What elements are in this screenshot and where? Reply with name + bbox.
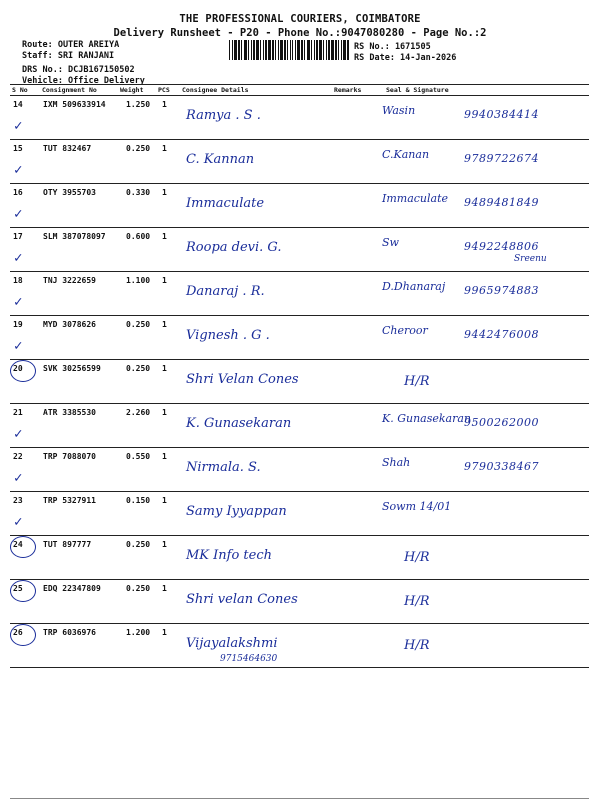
table-row [10,360,589,404]
cell-sno [10,448,40,492]
col-consignee: Consignee Details [180,85,332,96]
cell-consignee [180,96,332,140]
signature-text: Sowm 14/01 [382,500,452,513]
cell-consignment: TNJ 3222659 [40,272,118,316]
signature-phone: 9500262000 [464,416,539,429]
signature-text: Sw [382,236,399,249]
tick-mark: ✓ [14,118,23,134]
cell-sno [10,228,40,272]
cell-remarks [332,96,374,140]
signature-text: H/R [404,594,430,609]
circle-mark [10,360,36,382]
sno-value: 26 [13,628,23,637]
cell-consignment: TUT 832467 [40,140,118,184]
signature-text: C.Kanan [382,148,430,161]
drs-label: DRS No.: DCJB167150502 [22,65,135,75]
cell-consignment: SVK 30256599 [40,360,118,404]
consignee-name: Immaculate [186,196,265,211]
signature-text: H/R [404,550,430,565]
barcode-image [229,40,349,60]
table-row [10,492,589,536]
table-row [10,272,589,316]
runsheet-subtitle: Delivery Runsheet - P20 - Phone No.:9047080280 - Page No.:2 [113,27,487,39]
signature-phone: 9492248806 [464,240,539,253]
col-remarks: Remarks [332,85,374,96]
cell-consignee [180,536,332,580]
consignee-name: Vignesh . G . [186,328,270,343]
cell-consignee [180,580,332,624]
tick-mark: ✓ [14,338,23,354]
table-row [10,140,589,184]
cell-sno [10,272,40,316]
table-row [10,448,589,492]
cell-sno [10,580,40,624]
consignee-name: C. Kannan [186,152,255,167]
cell-consignee [180,140,332,184]
cell-signature [374,96,589,140]
consignee-name: MK Info tech [186,548,273,563]
cell-weight: 0.250 [118,580,156,624]
table-header-row [10,85,589,96]
rs-number: RS No.: 1671505 [354,42,431,52]
cell-remarks [332,404,374,448]
cell-weight: 0.250 [118,316,156,360]
sno-value: 21 [13,408,23,417]
cell-consignment: ATR 3385530 [40,404,118,448]
tick-mark: ✓ [14,294,23,310]
cell-remarks [332,360,374,404]
table-row [10,228,589,272]
cell-consignee [180,360,332,404]
cell-remarks [332,624,374,668]
cell-weight: 2.260 [118,404,156,448]
cell-consignment: OTY 3955703 [40,184,118,228]
col-seal: Seal & Signature [374,85,589,96]
table-row [10,316,589,360]
cell-consignment: TRP 7088070 [40,448,118,492]
signature-text: H/R [404,374,430,389]
signature-text: K. Gunasekaran [382,412,472,425]
cell-consignee [180,404,332,448]
company-title: THE PROFESSIONAL COURIERS, COIMBATORE [179,13,421,25]
signature-text: D.Dhanaraj [382,280,446,293]
cell-consignment: IXM 509633914 [40,96,118,140]
cell-remarks [332,316,374,360]
cell-signature [374,404,589,448]
runsheet-table [10,84,589,668]
signature-phone: 9442476008 [464,328,539,341]
cell-weight: 1.200 [118,624,156,668]
col-pcs: PCS [156,85,180,96]
sno-value: 19 [13,320,23,329]
table-row [10,580,589,624]
cell-sno [10,624,40,668]
table-row [10,624,589,668]
cell-weight: 1.100 [118,272,156,316]
cell-signature [374,316,589,360]
cell-pcs: 1 [156,316,180,360]
cell-sno [10,536,40,580]
consignee-name: Roopa devi. G. [186,240,282,255]
sno-value: 20 [13,364,23,373]
cell-remarks [332,140,374,184]
sno-value: 25 [13,584,23,593]
consignee-name: Danaraj . R. [186,284,265,299]
cell-pcs: 1 [156,448,180,492]
circle-mark [10,580,36,602]
signature-text: Cheroor [382,324,428,337]
cell-signature [374,448,589,492]
sno-value: 16 [13,188,23,197]
signature-phone: 9965974883 [464,284,539,297]
cell-pcs: 1 [156,96,180,140]
cell-consignment: MYD 3078626 [40,316,118,360]
cell-weight: 0.600 [118,228,156,272]
signature-text: Immaculate [382,192,449,205]
table-row [10,184,589,228]
cell-consignment: TUT 897777 [40,536,118,580]
route-meta [22,40,145,87]
cell-sno [10,184,40,228]
cell-weight: 0.250 [118,140,156,184]
tick-mark: ✓ [14,426,23,442]
signature-phone: 9940384414 [464,108,539,121]
cell-remarks [332,184,374,228]
signature-text: Shah [382,456,411,469]
cell-pcs: 1 [156,140,180,184]
cell-signature [374,184,589,228]
sno-value: 14 [13,100,23,109]
rs-date: RS Date: 14-Jan-2026 [354,53,457,63]
cell-remarks [332,580,374,624]
cell-pcs: 1 [156,492,180,536]
cell-weight: 0.550 [118,448,156,492]
col-sno: S No [10,85,40,96]
col-consignment: Consignment No [40,85,118,96]
cell-sno [10,404,40,448]
cell-sno [10,140,40,184]
cell-signature [374,228,589,272]
cell-consignee [180,228,332,272]
signature-phone: 9489481849 [464,196,539,209]
consignee-name: Shri velan Cones [186,592,298,607]
vehicle-label: Vehicle: Office Delivery [22,76,145,86]
tick-mark: ✓ [14,514,23,530]
cell-signature [374,536,589,580]
tick-mark: ✓ [14,162,23,178]
cell-weight: 0.250 [118,536,156,580]
circle-mark [10,624,36,646]
cell-pcs: 1 [156,228,180,272]
sno-value: 24 [13,540,23,549]
signature-phone: 9790338467 [464,460,539,473]
signature-text: H/R [404,638,430,653]
signature-phone: 9789722674 [464,152,539,165]
cell-remarks [332,272,374,316]
cell-consignment: TRP 6036976 [40,624,118,668]
signature-note: Sreenu [514,254,547,264]
cell-consignee [180,448,332,492]
cell-remarks [332,448,374,492]
cell-signature [374,272,589,316]
cell-consignment: EDQ 22347809 [40,580,118,624]
consignee-name: K. Gunasekaran [186,416,292,431]
cell-pcs: 1 [156,404,180,448]
cell-weight: 0.330 [118,184,156,228]
cell-sno [10,492,40,536]
sno-value: 15 [13,144,23,153]
cell-consignee [180,272,332,316]
table-row [10,404,589,448]
cell-consignee [180,184,332,228]
consignee-name: Vijayalakshmi [186,636,278,651]
tick-mark: ✓ [14,250,23,266]
signature-text: Wasin [382,104,416,117]
cell-pcs: 1 [156,360,180,404]
cell-remarks [332,492,374,536]
col-weight: Weight [118,85,156,96]
cell-consignee [180,316,332,360]
sno-value: 17 [13,232,23,241]
consignee-name: Samy Iyyappan [186,504,287,519]
cell-signature [374,492,589,536]
staff-label: Staff: SRI RANJANI [22,51,115,61]
cell-signature [374,624,589,668]
cell-sno [10,360,40,404]
cell-remarks [332,536,374,580]
cell-signature [374,360,589,404]
route-label: Route: OUTER AREIYA [22,40,120,50]
consignee-phone: 9715464630 [220,654,278,664]
cell-consignee [180,492,332,536]
cell-consignment: SLM 387078097 [40,228,118,272]
cell-signature [374,580,589,624]
cell-remarks [332,228,374,272]
cell-weight: 0.250 [118,360,156,404]
circle-mark [10,536,36,558]
cell-weight: 1.250 [118,96,156,140]
cell-consignment: TRP 5327911 [40,492,118,536]
cell-signature [374,140,589,184]
rs-meta [354,42,456,64]
cell-pcs: 1 [156,624,180,668]
cell-consignee [180,624,332,668]
cell-sno [10,96,40,140]
cell-pcs: 1 [156,184,180,228]
cell-pcs: 1 [156,580,180,624]
sno-value: 23 [13,496,23,505]
sno-value: 22 [13,452,23,461]
cell-pcs: 1 [156,272,180,316]
sno-value: 18 [13,276,23,285]
table-row [10,96,589,140]
tick-mark: ✓ [14,206,23,222]
cell-sno [10,316,40,360]
tick-mark: ✓ [14,470,23,486]
table-row [10,536,589,580]
cell-pcs: 1 [156,536,180,580]
page-bottom-edge [10,798,589,799]
consignee-name: Ramya . S . [186,108,261,123]
cell-weight: 0.150 [118,492,156,536]
consignee-name: Shri Velan Cones [186,372,299,387]
consignee-name: Nirmala. S. [186,460,261,475]
